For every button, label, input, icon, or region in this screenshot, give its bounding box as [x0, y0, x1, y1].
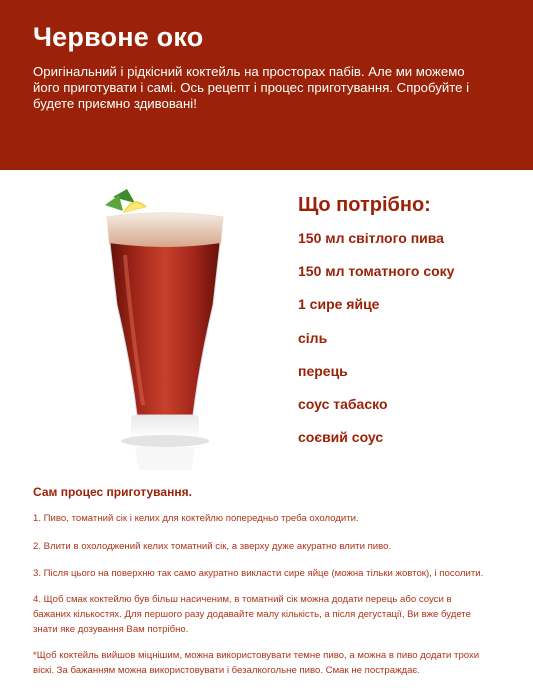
ingredient-item: 150 мл світлого пива [298, 230, 444, 246]
process-title: Сам процес приготування. [33, 485, 192, 499]
cocktail-glass-image [95, 185, 235, 475]
process-step: 3. Після цього на поверхню так само акуратно викласти сире яйце (можна тільки жовток), і посолити. [33, 568, 484, 579]
process-note: *Щоб коктейль вийшов міцнішим, можна використовувати темне пиво, а можна в пиво додати трохи віскі. За бажанням можна використовувати і безалкогольне пиво. Смак не постраждає. [33, 650, 480, 676]
page-title: Червоне око [33, 22, 204, 52]
header-banner [0, 0, 533, 170]
ingredient-item: сіль [298, 329, 328, 346]
process-step: 2. Влити в охолоджений келих томатний сік, а зверху дуже акуратно влити пиво. [33, 541, 392, 552]
ingredients-title: Що потрібно: [298, 194, 431, 216]
ingredients-list [298, 230, 454, 462]
process-step: 1. Пиво, томатний сік і келих для коктейлю попередньо треба охолодити. [33, 513, 359, 524]
ingredient-item: 150 мл томатного соку [298, 263, 455, 280]
intro-text: Оригінальний і рідкісний коктейль на просторах пабів. Але ми можемо його приготувати і самі. Ось рецепт і процес приготування. Спробуйте і будете приємно здивовані! [33, 64, 470, 111]
lemon-garnish [105, 189, 147, 213]
ingredient-item: соєвий соус [298, 429, 384, 446]
process-step: 4. Щоб смак коктейлю був більш насиченим, в томатний сік можна додати перець або соуси в бажаних кількостях. Для першого разу додавайте малу кількість, а після дегустації, Ви вже будете знати яке дозування Вам потрібно. [33, 594, 471, 635]
ingredient-item: соус табаско [298, 395, 388, 412]
ingredient-item: 1 сире яйце [298, 296, 380, 313]
ingredient-item: перець [298, 362, 348, 379]
